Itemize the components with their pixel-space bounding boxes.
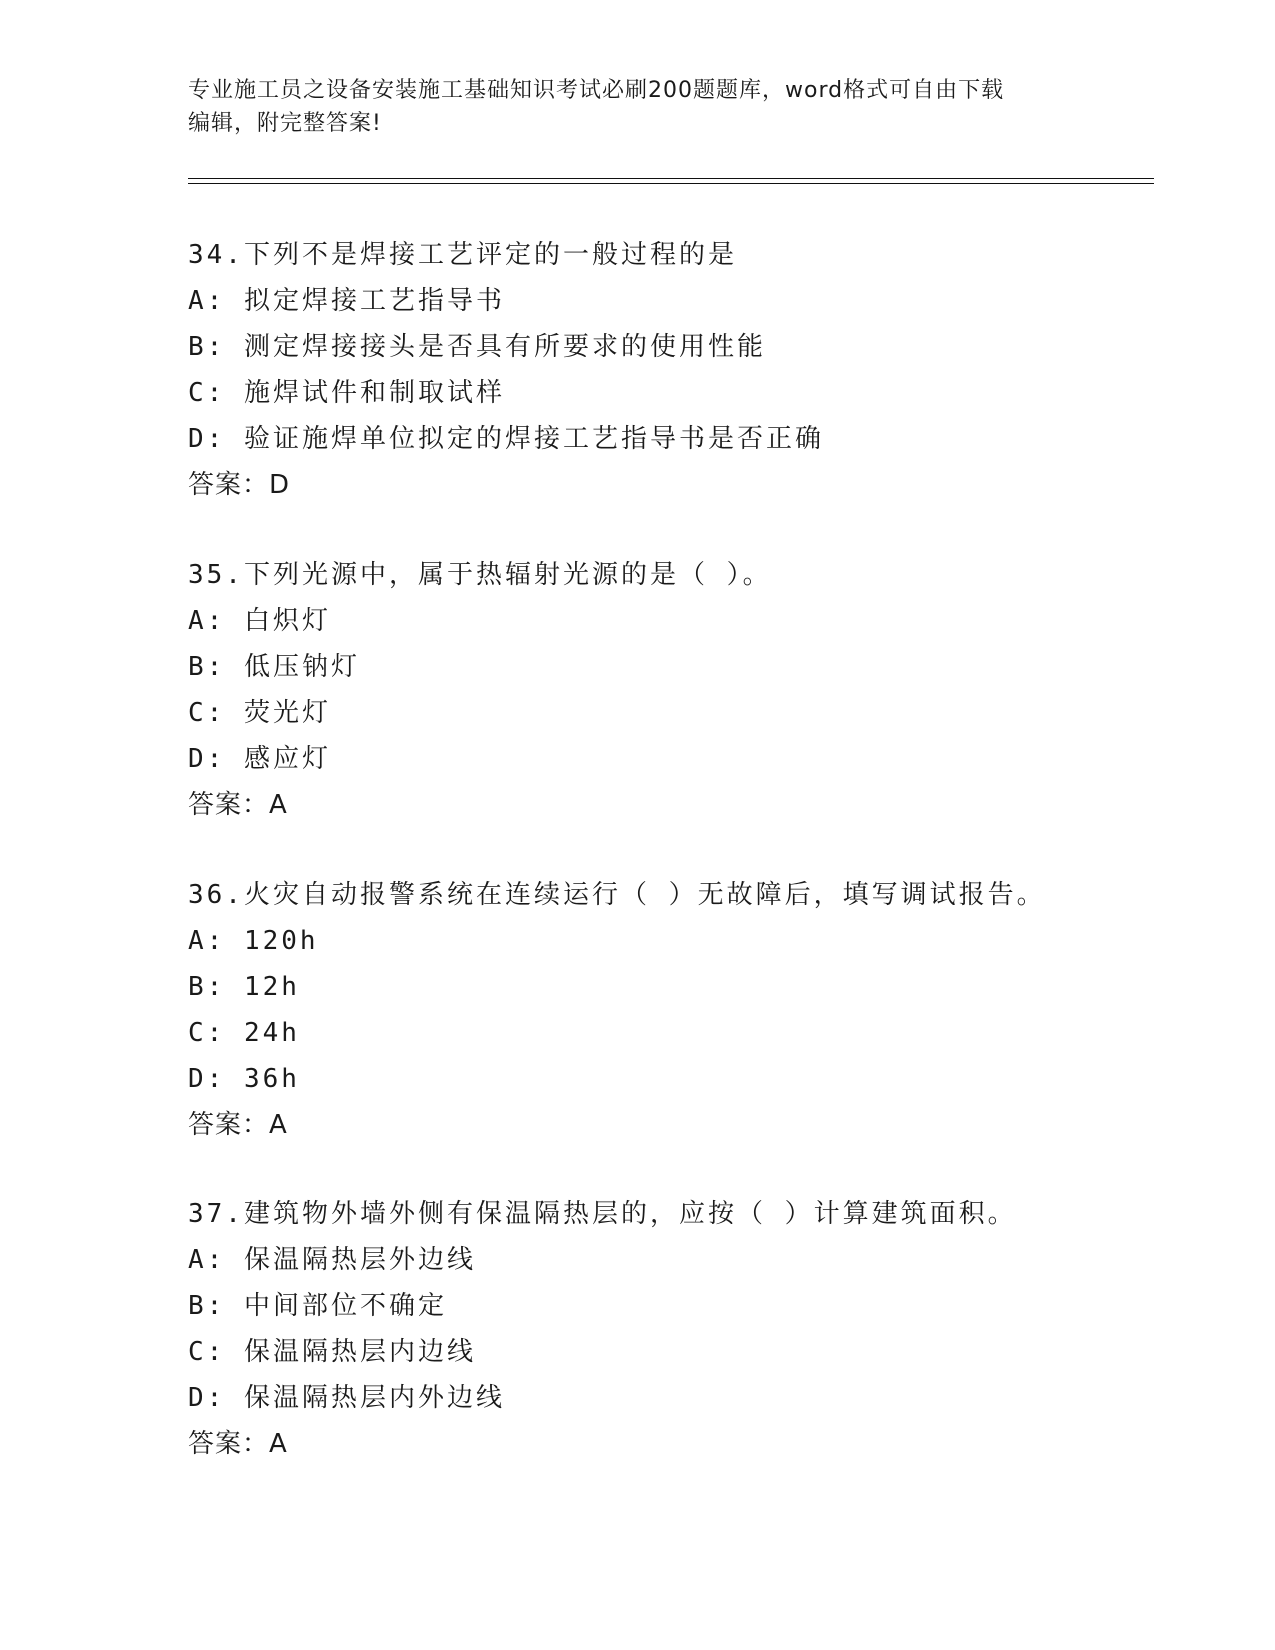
option-b: B: 低压钠灯	[188, 652, 360, 682]
option-a: A: 保温隔热层外边线	[188, 1245, 476, 1275]
option-d: D: 36h	[188, 1064, 300, 1094]
question-36	[188, 872, 1188, 1148]
question-stem: 35.下列光源中，属于热辐射光源的是（ ）。	[188, 560, 772, 590]
option-a: A: 拟定焊接工艺指导书	[188, 286, 505, 316]
option-d: D: 验证施焊单位拟定的焊接工艺指导书是否正确	[188, 424, 824, 454]
option-c: C: 保温隔热层内边线	[188, 1337, 476, 1367]
question-stem: 37.建筑物外墙外侧有保温隔热层的，应按（ ）计算建筑面积。	[188, 1199, 1017, 1229]
option-a: A: 白炽灯	[188, 606, 331, 636]
answer: 答案：A	[188, 790, 288, 820]
option-d: D: 保温隔热层内外边线	[188, 1383, 505, 1413]
answer: 答案：A	[188, 1429, 288, 1459]
option-c: C: 24h	[188, 1018, 300, 1048]
header-line-2: 编辑，附完整答案!	[188, 111, 382, 136]
question-37	[188, 1191, 1188, 1467]
document-header	[188, 74, 1088, 140]
header-divider-bottom	[188, 183, 1154, 184]
option-a: A: 120h	[188, 926, 319, 956]
question-35	[188, 552, 1188, 828]
question-34	[188, 232, 1188, 508]
option-b: B: 12h	[188, 972, 300, 1002]
question-stem: 34.下列不是焊接工艺评定的一般过程的是	[188, 240, 737, 270]
question-stem: 36.火灾自动报警系统在连续运行（ ）无故障后，填写调试报告。	[188, 880, 1046, 910]
option-c: C: 施焊试件和制取试样	[188, 378, 505, 408]
option-d: D: 感应灯	[188, 744, 331, 774]
answer: 答案：D	[188, 470, 291, 500]
header-line-1: 专业施工员之设备安装施工基础知识考试必刷200题题库，word格式可自由下载	[188, 78, 1005, 103]
answer: 答案：A	[188, 1110, 288, 1140]
option-b: B: 中间部位不确定	[188, 1291, 447, 1321]
option-c: C: 荧光灯	[188, 698, 331, 728]
header-divider-top	[188, 178, 1154, 179]
option-b: B: 测定焊接接头是否具有所要求的使用性能	[188, 332, 766, 362]
